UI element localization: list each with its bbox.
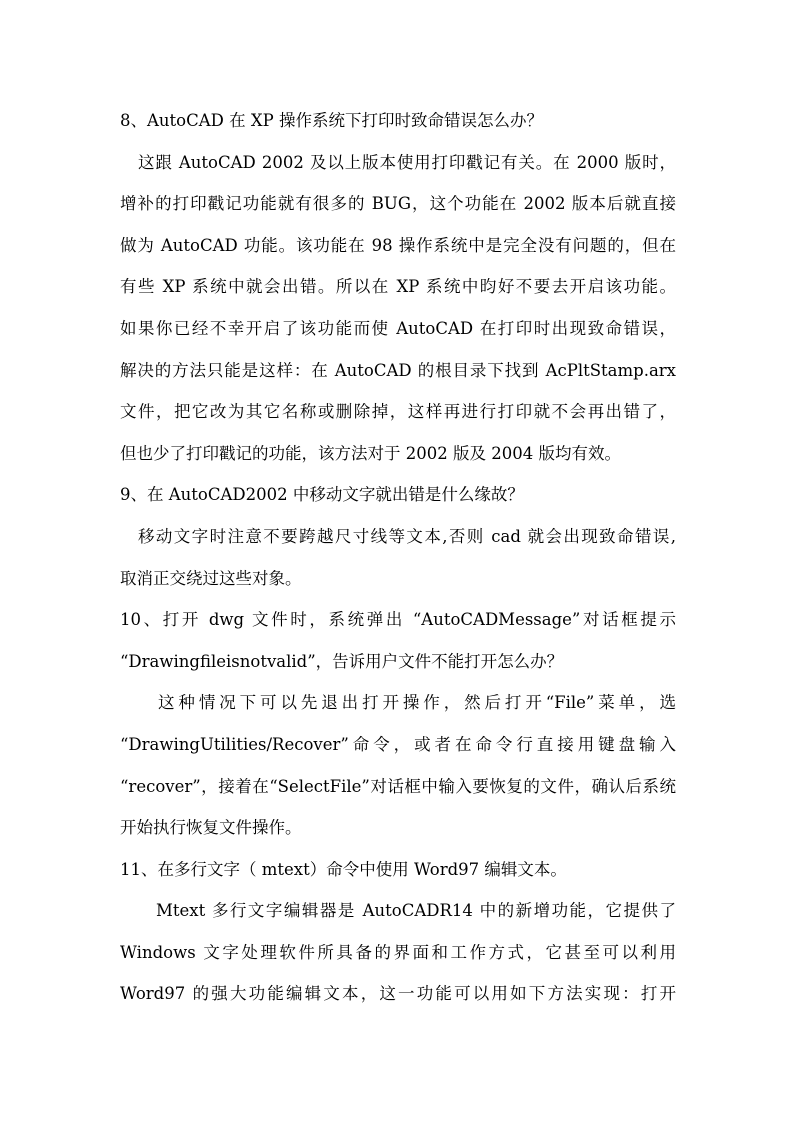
paragraph-line: Windows 文字处理软件所具备的界面和工作方式，它甚至可以利用 bbox=[120, 942, 676, 962]
heading-q10-cont: “Drawingfileisnotvalid”，告诉用户文件不能打开怎么办？ bbox=[120, 651, 564, 671]
paragraph-line: 增补的打印戳记功能就有很多的 BUG，这个功能在 2002 版本后就直接 bbox=[120, 194, 676, 214]
heading-q11: 11、在多行文字（ mtext）命令中使用 Word97 编辑文本。 bbox=[120, 859, 567, 879]
paragraph-line: “recover”，接着在“SelectFile”对话框中输入要恢复的文件，确认后系统 bbox=[120, 776, 676, 796]
paragraph-line: “DrawingUtilities/Recover”命令，或者在命令行直接用键盘输入 bbox=[120, 734, 676, 754]
paragraph-line: 但也少了打印戳记的功能，该方法对于 2002 版及 2004 版均有效。 bbox=[120, 443, 621, 463]
paragraph-line: Word97 的强大功能编辑文本，这一功能可以用如下方法实现：打开 bbox=[120, 984, 676, 1004]
paragraph-line: 文件，把它改为其它名称或删除掉，这样再进行打印就不会再出错了， bbox=[120, 402, 676, 422]
paragraph-line: 如果你已经不幸开启了该功能而使 AutoCAD 在打印时出现致命错误， bbox=[120, 318, 676, 338]
heading-q10: 10、打开 dwg 文件时，系统弹出 “AutoCADMessage”对话框提示 bbox=[120, 610, 676, 630]
paragraph-line: 有些 XP 系统中就会出错。所以在 XP 系统中昀好不要去开启该功能。 bbox=[120, 277, 676, 297]
paragraph-line: 这种情况下可以先退出打开操作，然后打开“File”菜单，选 bbox=[158, 693, 676, 713]
paragraph-line: 这跟 AutoCAD 2002 及以上版本使用打印戳记有关。在 2000 版时， bbox=[138, 152, 676, 172]
document-body bbox=[120, 100, 676, 1015]
heading-q8: 8、AutoCAD 在 XP 操作系统下打印时致命错误怎么办？ bbox=[120, 111, 543, 130]
paragraph-line: 开始执行恢复文件操作。 bbox=[120, 818, 302, 838]
paragraph-line: Mtext 多行文字编辑器是 AutoCADR14 中的新增功能，它提供了 bbox=[156, 901, 676, 921]
heading-q9: 9、在 AutoCAD2002 中移动文字就出错是什么缘故？ bbox=[120, 485, 524, 505]
paragraph-line: 移动文字时注意不要跨越尺寸线等文本,否则 cad 就会出现致命错误, bbox=[138, 526, 676, 546]
paragraph-line: 取消正交绕过这些对象。 bbox=[120, 568, 302, 588]
paragraph-line: 解决的方法只能是这样：在 AutoCAD 的根目录下找到 AcPltStamp.arx bbox=[120, 360, 676, 380]
paragraph-line: 做为 AutoCAD 功能。该功能在 98 操作系统中是完全没有问题的，但在 bbox=[120, 235, 676, 255]
